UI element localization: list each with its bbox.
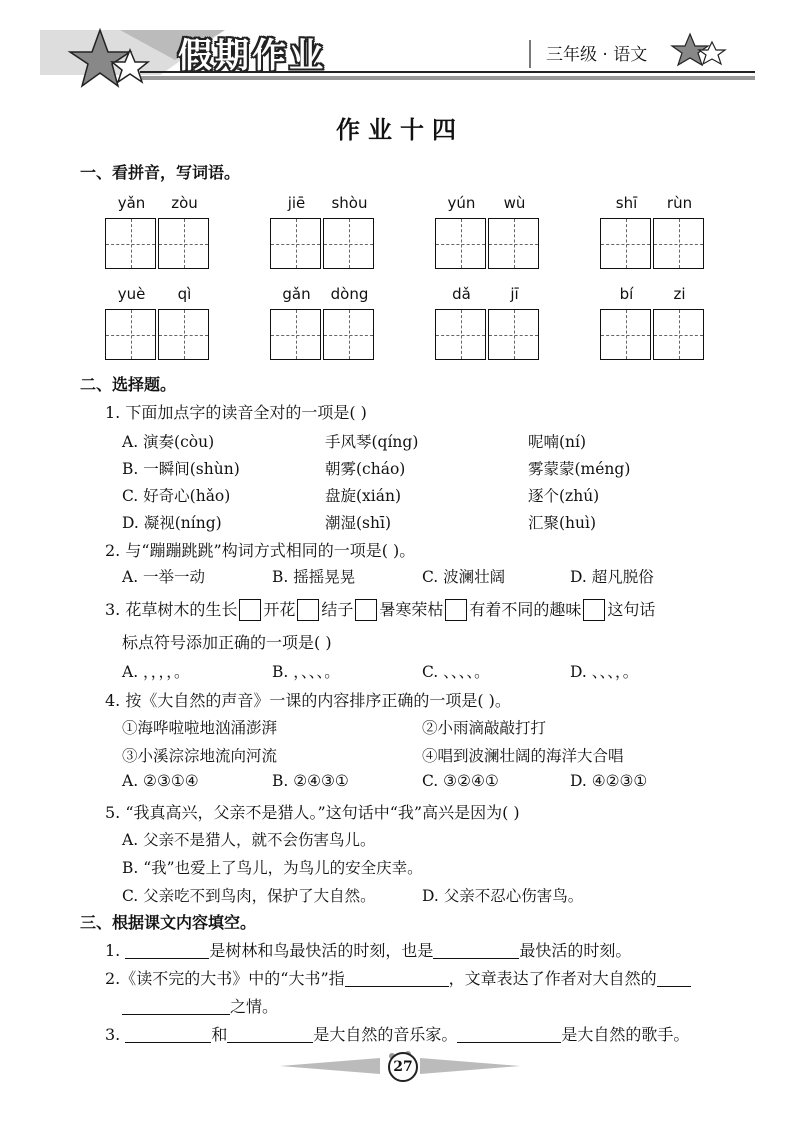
- q1-option: D. 凝视(níng): [122, 514, 222, 532]
- pinyin: rùn: [666, 194, 693, 212]
- q4-stem: 4. 按《大自然的声音》一课的内容排序正确的一项是( )。: [105, 691, 511, 710]
- pinyin: yuè: [117, 285, 146, 303]
- q4-option: A. ②③①④: [122, 772, 199, 790]
- page-title: 作业十四: [336, 116, 464, 144]
- q1-option: 朝雾(cháo): [325, 460, 406, 478]
- q3-option: C. 、、、、。: [422, 663, 490, 681]
- q4-item: ①海哗啦啦地汹涌澎湃: [122, 719, 278, 737]
- writing-box[interactable]: [158, 309, 209, 360]
- writing-box[interactable]: [158, 218, 209, 269]
- writing-box[interactable]: [270, 309, 321, 360]
- pinyin: wù: [503, 194, 526, 212]
- q5-stem: 5. “我真高兴，父亲不是猎人。”这句话中“我”高兴是因为( ): [105, 803, 520, 822]
- writing-box[interactable]: [488, 309, 539, 360]
- q4-option: D. ④②③①: [570, 772, 648, 790]
- q1-option: A. 演奏(còu): [122, 433, 215, 451]
- q4-item: ④唱到波澜壮阔的海洋大合唱: [422, 747, 624, 765]
- fill-q1: 1. 是树林和鸟最快活的时刻，也是 最快活的时刻。: [105, 941, 632, 960]
- writing-box[interactable]: [105, 309, 156, 360]
- writing-box[interactable]: [435, 309, 486, 360]
- q1-stem: 1. 下面加点字的读音全对的一项是( ): [105, 403, 367, 422]
- fill-q3: 3. 和 是大自然的音乐家。 是大自然的歌手。: [105, 1025, 690, 1044]
- q1-option: 逐个(zhú): [528, 487, 600, 505]
- q1-option: 盘旋(xián): [325, 487, 402, 505]
- answer-blank[interactable]: [227, 1024, 313, 1043]
- q2-option: A. 一举一动: [122, 568, 206, 586]
- q4-option: B. ②④③①: [272, 772, 349, 790]
- punctuation-box[interactable]: [583, 599, 605, 621]
- writing-box[interactable]: [105, 218, 156, 269]
- star-icon: [672, 34, 725, 65]
- header-grade: 三年级 · 语文: [546, 45, 648, 65]
- punctuation-box[interactable]: [355, 599, 377, 621]
- q3-option: D. 、、、，。: [570, 663, 639, 681]
- q4-item: ②小雨滴敲敲打打: [422, 719, 547, 737]
- answer-blank[interactable]: [657, 968, 691, 987]
- writing-box[interactable]: [600, 309, 651, 360]
- writing-box[interactable]: [653, 309, 704, 360]
- answer-blank[interactable]: [457, 1024, 561, 1043]
- section2-title: 二、选择题。: [80, 375, 177, 394]
- q3-option: B. ，、、、。: [272, 663, 340, 681]
- fill-q2-cont: 之情。: [122, 994, 278, 1017]
- q3-stem: 3. 花草树木的生长 开花 结子 暑寒荣枯 有着不同的趣味 这句话: [105, 600, 656, 619]
- q1-option: C. 好奇心(hǎo): [122, 487, 231, 505]
- q1-option: 潮湿(shī): [325, 514, 391, 532]
- q1-option: 手风琴(qíng): [325, 433, 419, 451]
- answer-blank[interactable]: [122, 996, 230, 1015]
- pinyin: qì: [177, 285, 192, 303]
- punctuation-box[interactable]: [445, 599, 467, 621]
- q1-option: 呢喃(ní): [528, 433, 587, 451]
- punctuation-box[interactable]: [297, 599, 319, 621]
- pinyin: dǎ: [452, 285, 471, 303]
- answer-blank[interactable]: [433, 940, 519, 959]
- q2-option: C. 波澜壮阔: [422, 568, 506, 586]
- header-title: 假期作业: [178, 36, 326, 76]
- pinyin: yǎn: [117, 194, 146, 212]
- q5-option: A. 父亲不是猎人，就不会伤害鸟儿。: [122, 831, 376, 849]
- writing-box[interactable]: [323, 218, 374, 269]
- q1-option: B. 一瞬间(shùn): [122, 460, 240, 478]
- q3-stem2: 标点符号添加正确的一项是( ): [122, 633, 332, 652]
- q3-option: A. ，，，，。: [122, 663, 190, 681]
- section3-title: 三、根据课文内容填空。: [80, 913, 257, 932]
- pinyin: dòng: [330, 285, 369, 303]
- q1-option: 汇聚(huì): [528, 514, 597, 532]
- q2-option: B. 摇摇晃晃: [272, 568, 356, 586]
- q5-option: D. 父亲不忍心伤害鸟。: [422, 887, 584, 905]
- writing-box[interactable]: [488, 218, 539, 269]
- q5-option: C. 父亲吃不到鸟肉，保护了大自然。: [122, 887, 376, 905]
- page-number: 27: [388, 1052, 418, 1082]
- pinyin: bí: [619, 285, 634, 303]
- q4-item: ③小溪淙淙地流向河流: [122, 747, 278, 765]
- pinyin: zòu: [171, 194, 198, 212]
- answer-blank[interactable]: [125, 1024, 211, 1043]
- pinyin: shī: [615, 194, 638, 212]
- writing-box[interactable]: [600, 218, 651, 269]
- pinyin: gǎn: [282, 285, 311, 303]
- writing-box[interactable]: [653, 218, 704, 269]
- pinyin: jiē: [287, 194, 306, 212]
- pinyin: yún: [447, 194, 476, 212]
- answer-blank[interactable]: [125, 940, 209, 959]
- punctuation-box[interactable]: [239, 599, 261, 621]
- writing-box[interactable]: [435, 218, 486, 269]
- q1-option: 雾蒙蒙(méng): [528, 460, 631, 478]
- pinyin: jī: [510, 285, 519, 303]
- writing-box[interactable]: [270, 218, 321, 269]
- pinyin: zi: [673, 285, 686, 303]
- q4-option: C. ③②④①: [422, 772, 499, 790]
- q2-option: D. 超凡脱俗: [570, 568, 654, 586]
- page-header: [0, 0, 800, 100]
- section1-title: 一、看拼音，写词语。: [80, 163, 241, 182]
- pinyin: shòu: [331, 194, 368, 212]
- answer-blank[interactable]: [345, 968, 449, 987]
- q2-stem: 2. 与“蹦蹦跳跳”构词方式相同的一项是( )。: [105, 541, 416, 560]
- header-decoration: [0, 0, 800, 100]
- q5-option: B. “我”也爱上了鸟儿，为鸟儿的安全庆幸。: [122, 859, 423, 877]
- fill-q2: 2.《读不完的大书》中的“大书”指 ，文章表达了作者对大自然的: [105, 966, 691, 989]
- writing-box[interactable]: [323, 309, 374, 360]
